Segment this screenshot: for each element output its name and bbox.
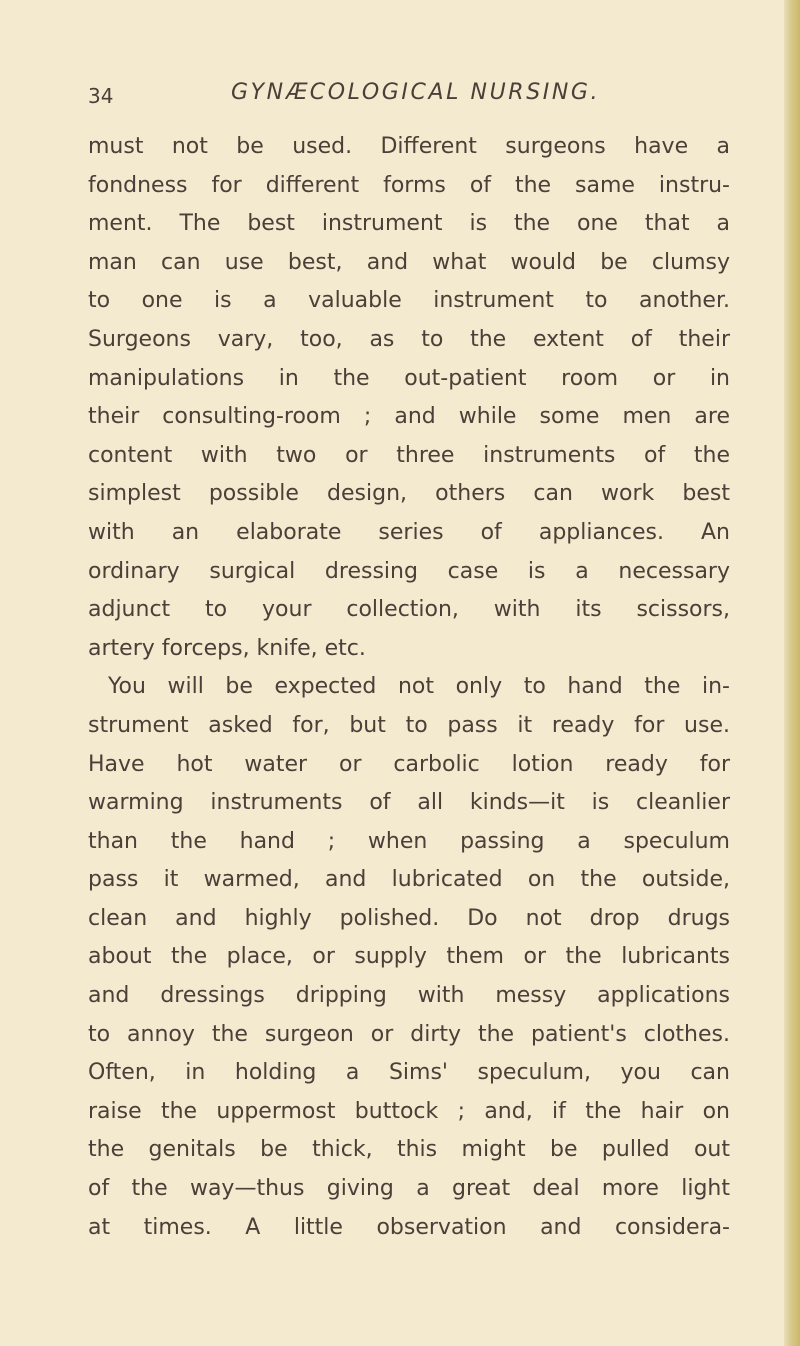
text-line: man can use best, and what would be clumsy <box>88 249 730 275</box>
text-line: than the hand ; when passing a speculum <box>88 828 730 854</box>
page-number: 34 <box>88 84 114 108</box>
text-line: adjunct to your collection, with its scissors, <box>88 597 730 623</box>
paragraph-start-line: You will be expected not only to hand the in- <box>108 674 730 700</box>
text-line: to one is a valuable instrument to another. <box>88 288 730 314</box>
text-line: warming instruments of all kinds—it is cleanlier <box>88 790 730 816</box>
text-line: clean and highly polished. Do not drop drugs <box>88 905 730 931</box>
text-line: and dressings dripping with messy applications <box>88 983 730 1009</box>
page-spine-edge <box>784 0 800 1346</box>
text-line: at times. A little observation and considera- <box>88 1214 730 1240</box>
text-line: simplest possible design, others can work best <box>88 481 730 507</box>
text-line: of the way—thus giving a great deal more light <box>88 1176 730 1202</box>
text-line: Surgeons vary, too, as to the extent of their <box>88 326 730 352</box>
text-line: content with two or three instruments of the <box>88 442 730 468</box>
text-line: with an elaborate series of appliances. An <box>88 519 730 545</box>
text-line: Have hot water or carbolic lotion ready for <box>88 751 730 777</box>
body-text <box>88 128 730 1247</box>
text-line: about the place, or supply them or the lubricants <box>88 944 730 970</box>
running-title: GYNÆCOLOGICAL NURSING. <box>231 80 601 105</box>
text-line: the genitals be thick, this might be pulled out <box>88 1137 730 1163</box>
page-header <box>88 78 748 118</box>
text-line: their consulting-room ; and while some men are <box>88 404 730 430</box>
text-line: Often, in holding a Sims' speculum, you can <box>88 1060 730 1086</box>
text-line: ordinary surgical dressing case is a necessary <box>88 558 730 584</box>
text-line: manipulations in the out-patient room or in <box>88 365 730 391</box>
text-line: to annoy the surgeon or dirty the patient's clothes. <box>88 1021 730 1047</box>
text-line: strument asked for, but to pass it ready for use. <box>88 712 730 738</box>
text-line: fondness for different forms of the same instru- <box>88 172 730 198</box>
text-line: artery forceps, knife, etc. <box>88 635 366 661</box>
text-line: pass it warmed, and lubricated on the outside, <box>88 867 730 893</box>
text-line: raise the uppermost buttock ; and, if the hair on <box>88 1098 730 1124</box>
text-line: must not be used. Different surgeons have a <box>88 134 730 159</box>
text-line: ment. The best instrument is the one that a <box>88 211 730 237</box>
